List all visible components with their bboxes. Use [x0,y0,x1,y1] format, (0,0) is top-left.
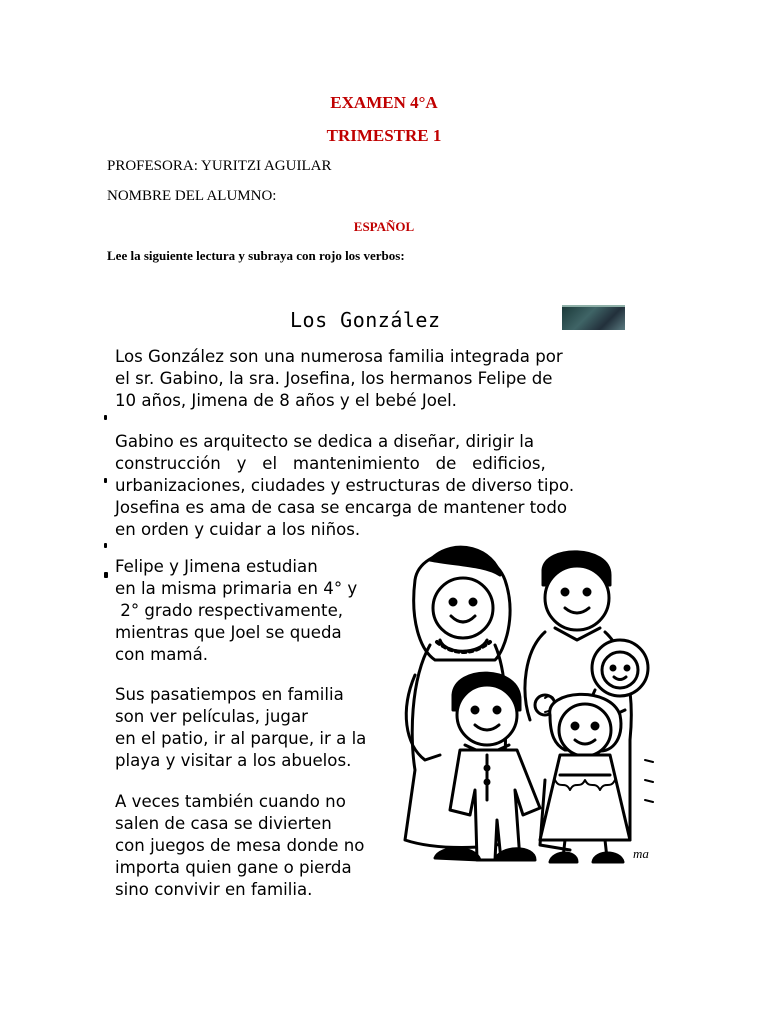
subject-heading: ESPAÑOL [353,219,415,234]
text-line: Josefina es ama de casa se encarga de mantener todo [115,498,568,517]
text-line: playa y visitar a los abuelos. [115,751,352,770]
text-line: en la misma primaria en 4° y [115,579,358,598]
exam-title: EXAMEN 4°A [330,93,438,112]
margin-mark [104,478,107,483]
text-line: Felipe y Jimena estudian [115,557,318,576]
family-illustration [395,540,665,885]
text-line: en orden y cuidar a los niños. [115,520,361,539]
text-line: con juegos de mesa donde no [115,836,365,855]
text-line: urbanizaciones, ciudades y estructuras de diverso tipo. [115,476,575,495]
margin-mark [104,543,107,548]
artist-signature: ma [633,846,649,861]
trimester-title: TRIMESTRE 1 [326,126,442,145]
student-name-label: NOMBRE DEL ALUMNO: [107,188,277,204]
instruction-text: Lee la siguiente lectura y subraya con rojo los verbos: [107,248,405,263]
margin-mark [104,572,108,578]
text-line: sino convivir en familia. [115,880,313,899]
thumbnail-image [562,305,625,330]
text-line: 2° grado respectivamente, [115,601,344,620]
text-line: Los González son una numerosa familia integrada por [115,347,563,366]
text-line: importa quien gane o pierda [115,858,352,877]
text-line: Gabino es arquitecto se dedica a diseñar, dirigir la [115,432,535,451]
text-line: construcción y el mantenimiento de edificios, [115,454,546,473]
margin-mark [104,415,107,420]
text-line: salen de casa se divierten [115,814,332,833]
girl-figure [535,694,653,862]
text-line: A veces también cuando no [115,792,346,811]
text-line: 10 años, Jimena de 8 años y el bebé Joel. [115,391,457,410]
reading-title: Los González [290,308,441,332]
text-line: mientras que Joel se queda [115,623,342,642]
text-line: el sr. Gabino, la sra. Josefina, los hermanos Felipe de [115,369,553,388]
text-line: con mamá. [115,645,209,664]
text-line: son ver películas, jugar [115,707,308,726]
teacher-line: PROFESORA: YURITZI AGUILAR [107,158,332,174]
text-line: Sus pasatiempos en familia [115,685,344,704]
text-line: en el patio, ir al parque, ir a la [115,729,367,748]
